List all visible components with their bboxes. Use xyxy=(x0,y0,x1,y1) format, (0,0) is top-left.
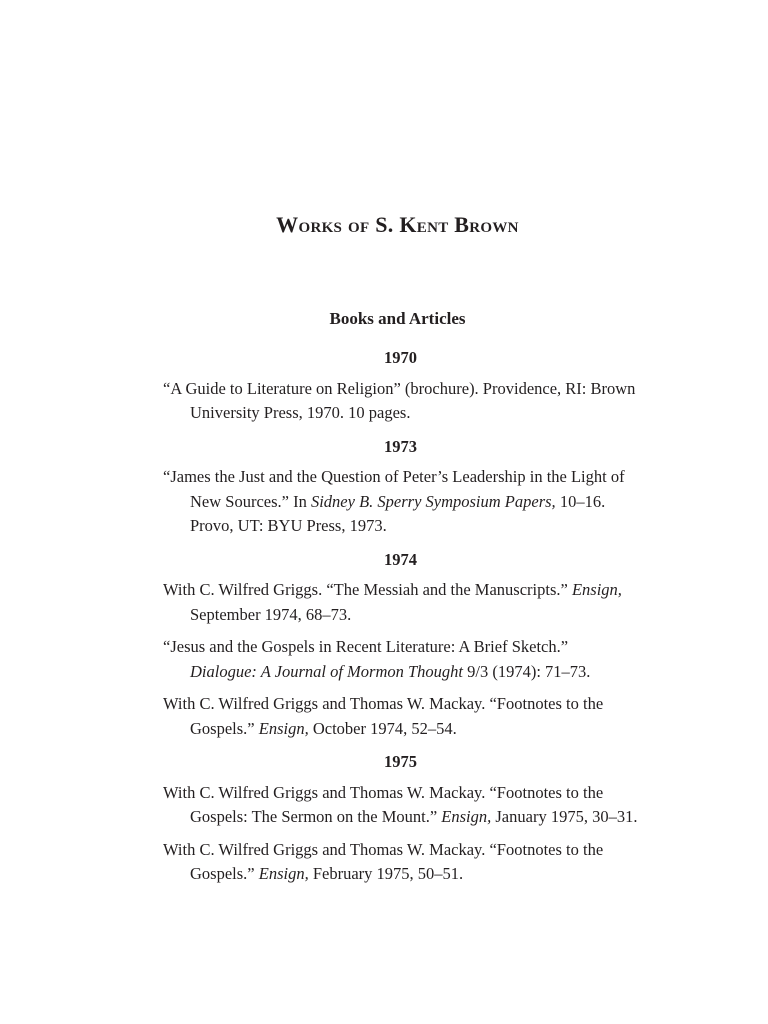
entry-text: With C. Wilfred Griggs and Thomas W. Mackay. “Footnotes to the Gospels.” xyxy=(163,694,604,738)
year-group xyxy=(163,548,638,742)
entry-text: January 1975, 30–31. xyxy=(491,807,638,826)
entry-title-italic: Ensign, xyxy=(258,864,309,883)
bibliography-list xyxy=(163,346,638,887)
entry-text: October 1974, 52–54. xyxy=(308,718,457,738)
bibliography-entry xyxy=(163,635,638,684)
entry-title-italic: Ensign, xyxy=(571,580,622,599)
entry-title-italic: Sidney B. Sperry Symposium Papers, xyxy=(310,491,556,511)
entry-text: With C. Wilfred Griggs. “The Messiah and the Manuscripts.” xyxy=(163,580,572,599)
year-group xyxy=(163,346,638,426)
entry-title-italic: Dialogue: A Journal of Mormon Thought xyxy=(190,661,464,681)
entry-text: With C. Wilfred Griggs and Thomas W. Mackay. “Footnotes to the Gospels: The Sermon on the Mount.” xyxy=(163,782,604,826)
bibliography-entry xyxy=(163,465,638,539)
entry-text: September 1974, 68–73. xyxy=(190,604,352,624)
year-heading: 1970 xyxy=(384,348,417,367)
bibliography-entry xyxy=(163,838,638,887)
entry-title-italic: Ensign, xyxy=(258,718,309,738)
year-group xyxy=(163,435,638,539)
entry-text: With C. Wilfred Griggs and Thomas W. Mackay. “Footnotes to the Gospels.” xyxy=(163,839,604,883)
year-heading: 1973 xyxy=(384,436,417,456)
page-title: Works of S. Kent Brown xyxy=(276,212,519,237)
bibliography-entry xyxy=(163,377,638,426)
bibliography-entry xyxy=(163,692,638,741)
entry-text: 10–16. Provo, UT: BYU Press, 1973. xyxy=(190,491,606,535)
bibliography-entry xyxy=(163,578,638,627)
entry-title-italic: Ensign, xyxy=(441,807,492,826)
year-heading: 1975 xyxy=(384,752,417,771)
entry-text: 9/3 (1974): 71–73. xyxy=(463,661,591,681)
year-heading: 1974 xyxy=(384,549,417,569)
entry-text: “A Guide to Literature on Religion” (brochure). Providence, RI: Brown University Press, 1970. 10 pages. xyxy=(163,378,636,422)
bibliography-entry xyxy=(163,781,638,830)
section-heading: Books and Articles xyxy=(329,309,466,328)
entry-text: “James the Just and the Question of Peter’s Leadership in the Light of New Sources.” In xyxy=(163,467,625,511)
year-group xyxy=(163,750,638,887)
entry-text: “Jesus and the Gospels in Recent Literature: A Brief Sketch.” xyxy=(163,637,569,656)
entry-text: February 1975, 50–51. xyxy=(308,864,464,883)
